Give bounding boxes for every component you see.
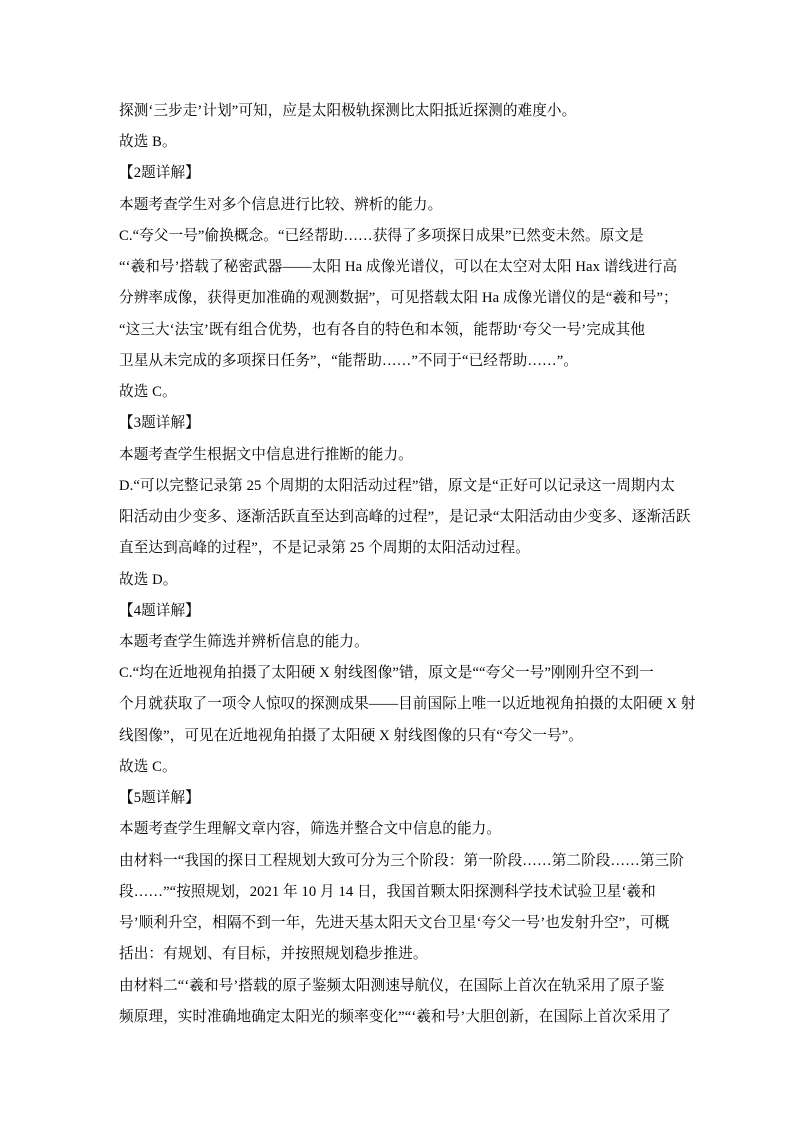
paragraph-body bbox=[119, 814, 679, 845]
document-text-block bbox=[119, 96, 696, 1033]
paragraph-body bbox=[119, 627, 679, 658]
paragraph-answer bbox=[119, 377, 679, 408]
paragraph-body bbox=[119, 190, 679, 221]
paragraph-body bbox=[119, 658, 696, 752]
text-line: D.“可以完整记录第 25 个周期的太阳活动过程”错，原文是“正好可以记录这一周期内太 bbox=[119, 477, 676, 494]
paragraph-body bbox=[119, 846, 684, 971]
text-line: 故选 D。 bbox=[119, 571, 178, 588]
paragraph-section-heading bbox=[119, 783, 679, 814]
text-line: 分辨率成像，获得更加准确的观测数据”，可见搭载太阳 Ha 成像光谱仪的是“羲和号”； bbox=[119, 290, 678, 307]
text-line: 阳活动由少变多、逐渐活跃直至达到高峰的过程”，是记录“太阳活动由少变多、逐渐活跃 bbox=[119, 509, 691, 526]
paragraph-body-continuation bbox=[119, 96, 679, 127]
text-line: 个月就获取了一项令人惊叹的探测成果——目前国际上唯一以近地视角拍摄的太阳硬 X 射 bbox=[119, 696, 696, 713]
paragraph-answer bbox=[119, 127, 679, 158]
text-line: 频原理，实时准确地确定太阳光的频率变化”“‘羲和号’大胆创新，在国际上首次采用了 bbox=[119, 1008, 672, 1025]
paragraph-section-heading bbox=[119, 158, 679, 189]
text-line: 段……”“按照规划，2021 年 10 月 14 日，我国首颗太阳探测科学技术试验卫星‘羲和 bbox=[119, 883, 656, 900]
text-line: 故选 C。 bbox=[119, 384, 177, 401]
text-line: “‘羲和号’搭载了秘密武器——太阳 Ha 成像光谱仪，可以在太空对太阳 Hax 谱线进行高 bbox=[119, 259, 678, 276]
paragraph-section-heading bbox=[119, 408, 679, 439]
paragraph-section-heading bbox=[119, 596, 679, 627]
text-line: 由材料二“‘羲和号’搭载的原子鉴频太阳测速导航仪，在国际上首次在轨采用了原子鉴 bbox=[119, 977, 665, 994]
text-line: 括出：有规划、有目标，并按照规划稳步推进。 bbox=[119, 946, 428, 963]
text-line: 【4题详解】 bbox=[119, 602, 200, 619]
text-line: 卫星从未完成的多项探日任务”，“能帮助……”不同于“已经帮助……”。 bbox=[119, 352, 579, 369]
text-line: 直至达到高峰的过程”，不是记录第 25 个周期的太阳活动过程。 bbox=[119, 540, 530, 557]
text-line: “这三大‘法宝’既有组合优势，也有各自的特色和本领，能帮助‘夸父一号’完成其他 bbox=[119, 321, 646, 338]
paragraph-answer bbox=[119, 565, 679, 596]
text-line: 【2题详解】 bbox=[119, 165, 200, 182]
text-line: 故选 B。 bbox=[119, 134, 177, 151]
text-line: 本题考查学生理解文章内容，筛选并整合文中信息的能力。 bbox=[119, 821, 502, 838]
text-line: 【3题详解】 bbox=[119, 415, 200, 432]
paragraph-body bbox=[119, 971, 679, 1033]
text-line: 本题考查学生对多个信息进行比较、辨析的能力。 bbox=[119, 196, 443, 213]
text-line: 【5题详解】 bbox=[119, 790, 200, 807]
paragraph-body bbox=[119, 440, 679, 471]
text-line: 由材料一“我国的探日工程规划大致可分为三个阶段：第一阶段……第二阶段……第三阶 bbox=[119, 852, 684, 869]
text-line: C.“均在近地视角拍摄了太阳硬 X 射线图像”错，原文是““夸父一号”刚刚升空不到一 bbox=[119, 665, 654, 682]
text-line: 探测‘三步走’计划”可知，应是太阳极轨探测比太阳抵近探测的难度小。 bbox=[119, 103, 577, 119]
paragraph-answer bbox=[119, 752, 679, 783]
text-line: 故选 C。 bbox=[119, 758, 177, 775]
paragraph-body bbox=[119, 471, 691, 565]
text-line: C.“夸父一号”偷换概念。“已经帮助……获得了多项探日成果”已然变未然。原文是 bbox=[119, 227, 644, 244]
paragraph-body bbox=[119, 221, 679, 377]
text-line: 线图像”，可见在近地视角拍摄了太阳硬 X 射线图像的只有“夸父一号”。 bbox=[119, 727, 583, 744]
text-line: 号’顺利升空，相隔不到一年，先进天基太阳天文台卫星‘夸父一号’也发射升空”，可概 bbox=[119, 915, 670, 932]
text-line: 本题考查学生筛选并辨析信息的能力。 bbox=[119, 633, 369, 650]
text-line: 本题考查学生根据文中信息进行推断的能力。 bbox=[119, 446, 413, 463]
